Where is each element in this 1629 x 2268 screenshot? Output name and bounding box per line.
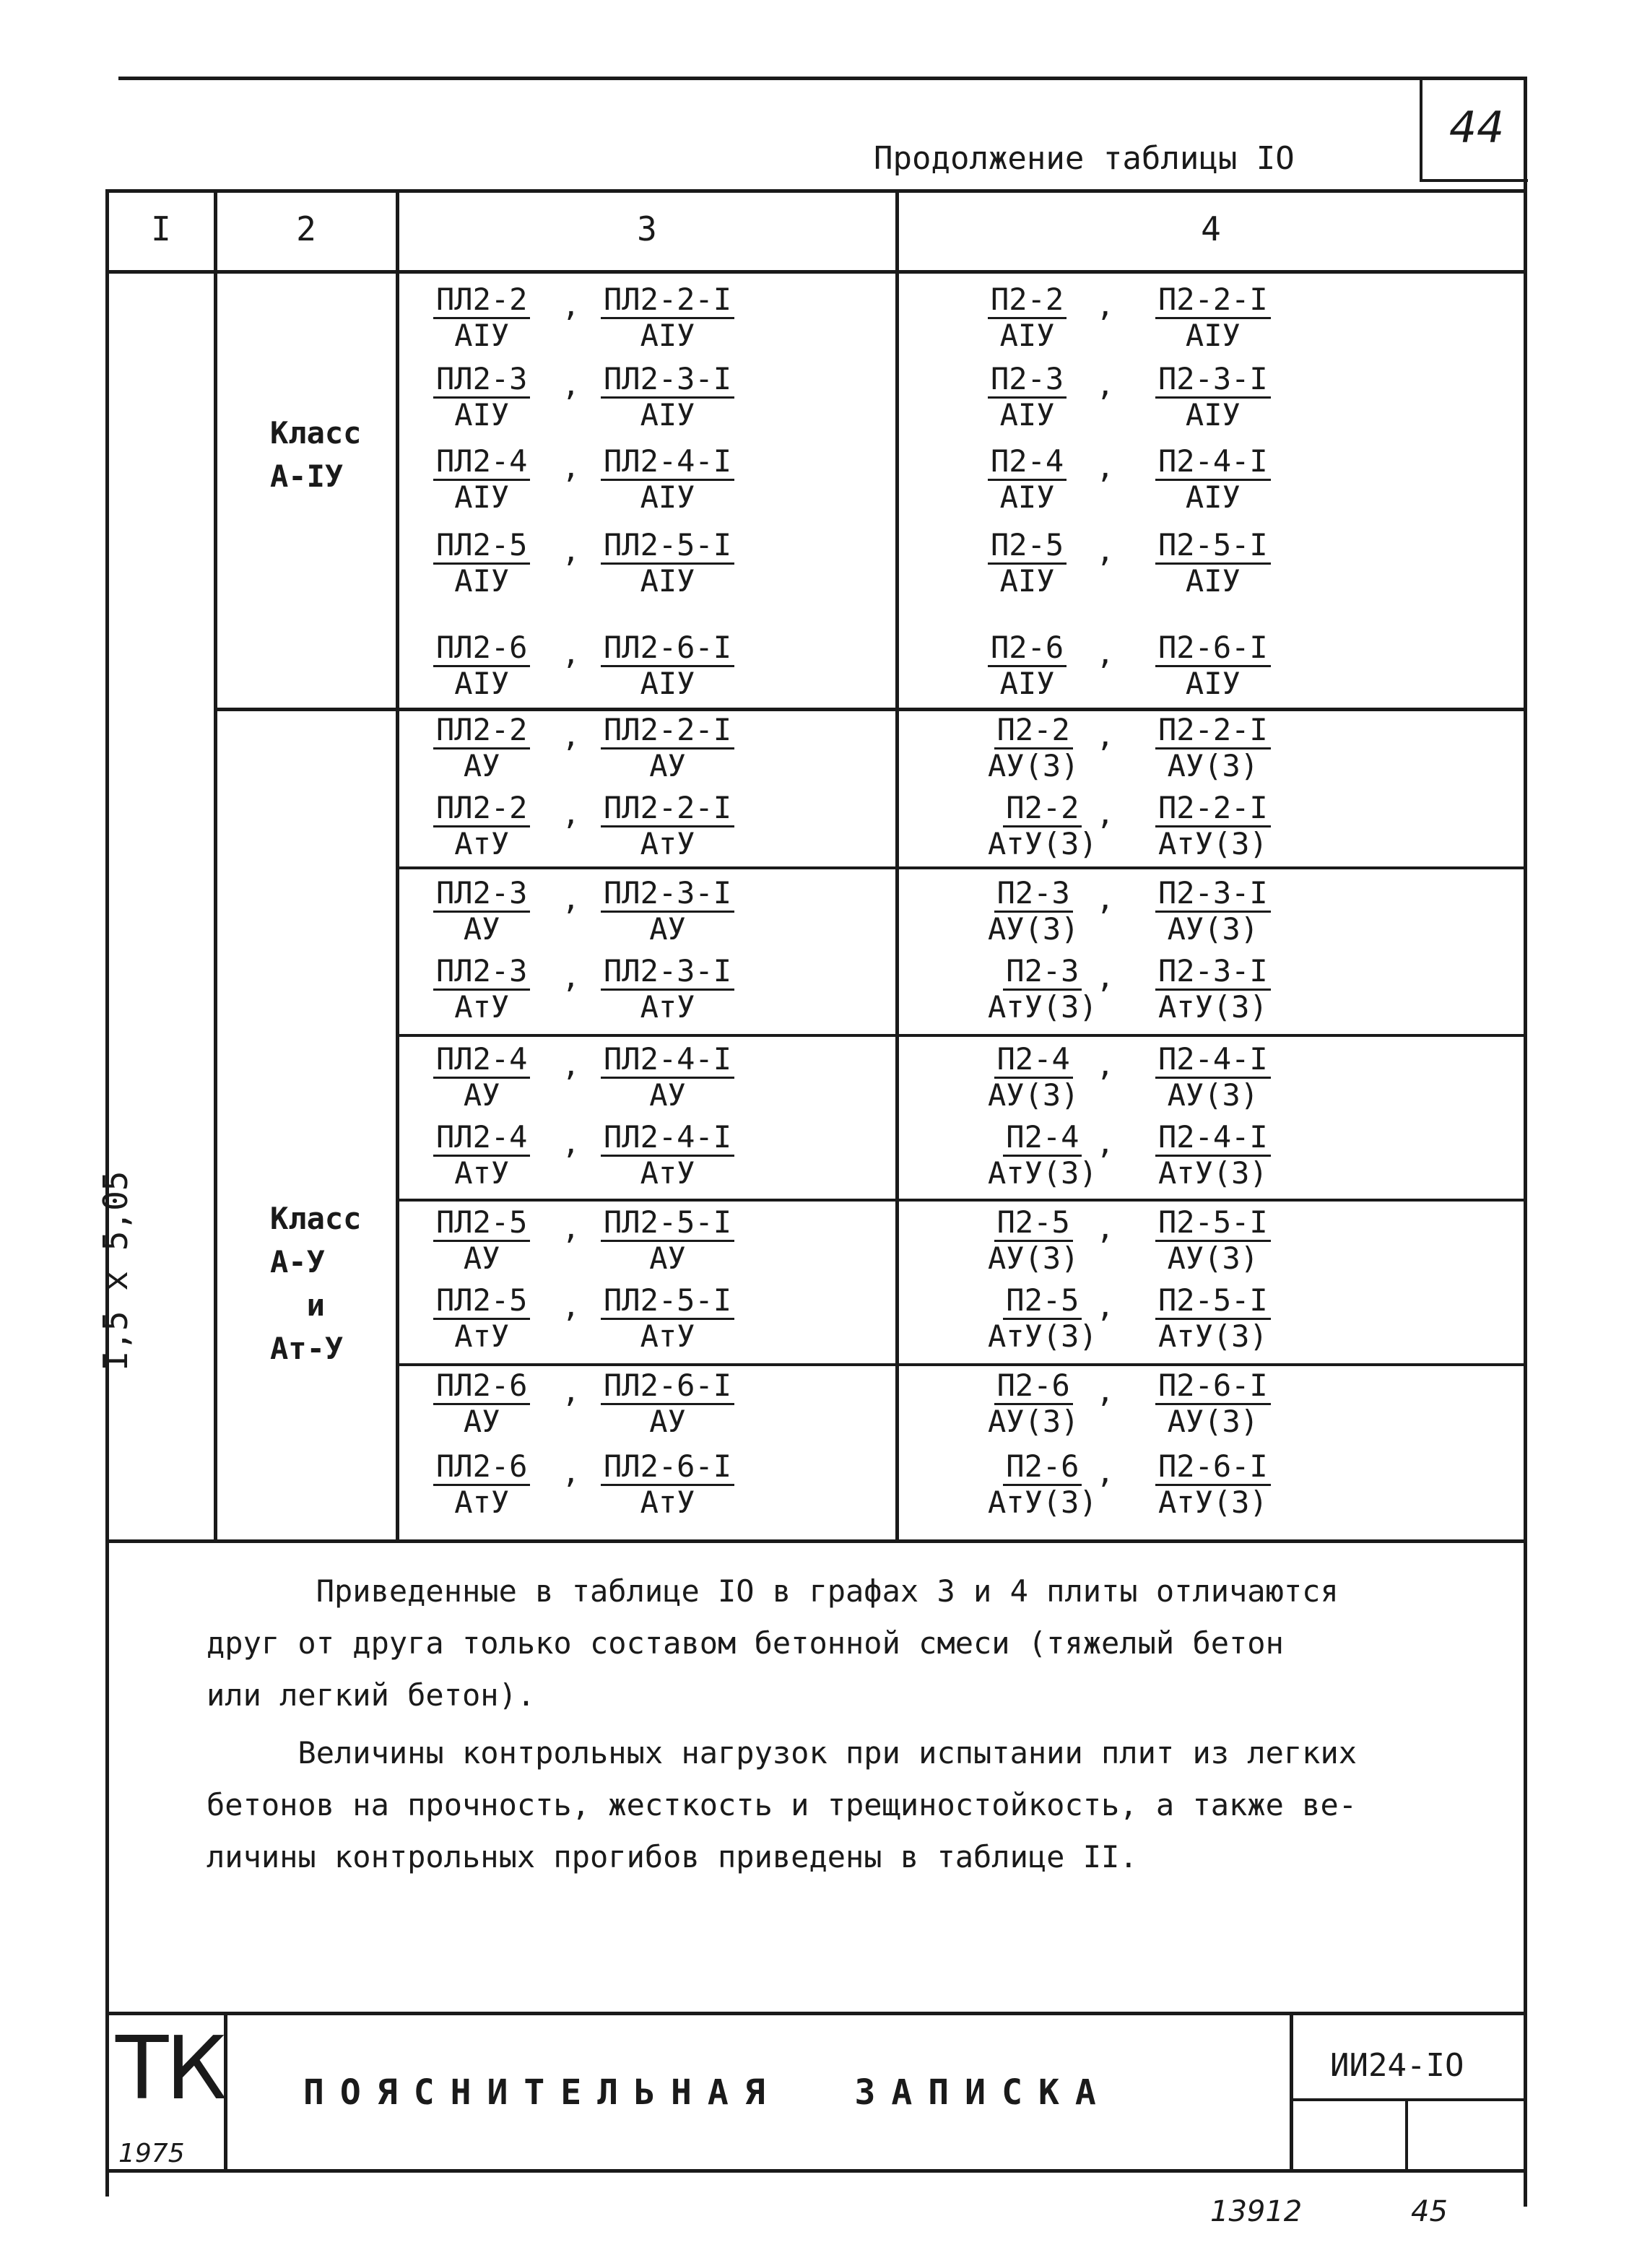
organization-mark: ТК: [116, 2019, 225, 2119]
fraction-separator: ,: [1096, 635, 1115, 671]
note-line: или легкий бетон).: [207, 1677, 536, 1713]
fraction-separator: ,: [1096, 287, 1115, 323]
fraction-marking: [601, 1370, 734, 1437]
stamp-code-separator: [1290, 2012, 1293, 2171]
fraction-marking: [601, 630, 734, 701]
fraction-numerator: ПЛ2-6: [433, 633, 530, 667]
fraction-separator: ,: [562, 1288, 581, 1324]
page-number: 44: [1448, 103, 1505, 153]
fraction-marking: [601, 875, 734, 947]
fraction-denominator: АтУ(3): [1158, 1318, 1268, 1354]
fraction-denominator: АтУ(3): [1158, 1485, 1268, 1520]
fraction-separator: ,: [562, 1210, 581, 1246]
fraction-separator: ,: [562, 881, 581, 916]
fraction-numerator: П2-5-I: [1155, 1285, 1271, 1320]
fraction-numerator: ПЛ2-6: [433, 1370, 530, 1405]
fraction-marking: [433, 284, 530, 351]
fraction-numerator: П2-3-I: [1155, 956, 1271, 991]
fraction-marking: [988, 875, 1080, 947]
fraction-marking: [433, 630, 530, 701]
fraction-numerator: П2-6: [994, 1370, 1073, 1405]
fraction-separator: ,: [1096, 533, 1115, 568]
fraction-marking: [433, 1370, 530, 1437]
fraction-marking: [601, 790, 734, 861]
fraction-denominator: АтУ(3): [988, 1155, 1098, 1191]
fraction-marking: [1155, 1370, 1271, 1437]
fraction-denominator: АУ(3): [1167, 1241, 1259, 1276]
fraction-numerator: П2-4-I: [1155, 446, 1271, 481]
fraction-denominator: АIУ: [454, 563, 510, 599]
fraction-denominator: АIУ: [640, 666, 695, 701]
fraction-marking: [601, 527, 734, 599]
fraction-separator: ,: [562, 367, 581, 402]
fraction-denominator: АтУ: [454, 1155, 510, 1191]
fraction-denominator: АIУ: [454, 318, 510, 353]
fraction-denominator: АIУ: [640, 397, 695, 433]
fraction-numerator: П2-3: [994, 878, 1073, 913]
fraction-numerator: П2-2: [988, 284, 1067, 319]
fraction-numerator: ПЛ2-6: [433, 1451, 530, 1486]
fraction-numerator: П2-4-I: [1155, 1122, 1271, 1157]
fraction-marking: [1155, 1041, 1271, 1113]
fraction-separator: ,: [1096, 1288, 1115, 1324]
fraction-separator: ,: [562, 1125, 581, 1160]
fraction-numerator: П2-5: [1003, 1285, 1082, 1320]
fraction-marking: [601, 712, 734, 783]
fraction-marking: [1155, 790, 1271, 861]
fraction-marking: [988, 1370, 1079, 1437]
fraction-marking: [433, 1119, 530, 1191]
fraction-separator: ,: [562, 533, 581, 568]
fraction-denominator: АIУ: [640, 479, 695, 515]
fraction-marking: [1155, 1282, 1271, 1354]
fraction-marking: [433, 361, 530, 433]
fraction-separator: ,: [562, 1454, 581, 1490]
fraction-denominator: АIУ: [454, 479, 510, 515]
class-label-a5: Класс А-У и Ат-У: [270, 1201, 362, 1366]
fraction-marking: [988, 527, 1067, 599]
fraction-denominator: АIУ: [999, 318, 1055, 353]
fraction-marking: [601, 284, 734, 351]
fraction-marking: [433, 712, 530, 783]
fraction-numerator: П2-5: [994, 1207, 1073, 1242]
fraction-numerator: П2-2-I: [1155, 715, 1271, 750]
fraction-numerator: ПЛ2-2: [433, 793, 530, 827]
header-bottom-border: [108, 270, 1526, 274]
fraction-numerator: П2-3-I: [1155, 878, 1271, 913]
fraction-denominator: АтУ(3): [988, 826, 1098, 861]
fraction-marking: [1155, 1119, 1271, 1191]
fraction-numerator: ПЛ2-2: [433, 715, 530, 750]
fraction-numerator: ПЛ2-3: [433, 878, 530, 913]
fraction-numerator: ПЛ2-5: [433, 1285, 530, 1320]
col-sep-1: [214, 189, 217, 1539]
fraction-numerator: П2-6: [988, 633, 1067, 667]
fraction-marking: [1155, 284, 1271, 351]
fraction-marking: [1155, 630, 1271, 701]
fraction-numerator: П2-2: [994, 715, 1073, 750]
fraction-numerator: ПЛ2-5-I: [601, 1285, 734, 1320]
fraction-separator: ,: [562, 1373, 581, 1409]
fraction-numerator: П2-4: [1003, 1122, 1082, 1157]
col-sep-3: [895, 189, 899, 1539]
fraction-denominator: АУ: [649, 1241, 686, 1276]
top-border: [118, 77, 1526, 80]
fraction-numerator: ПЛ2-2-I: [601, 715, 734, 750]
fraction-denominator: АУ: [649, 911, 686, 947]
fraction-denominator: АIУ: [640, 563, 695, 599]
fraction-marking: [433, 1204, 530, 1276]
fraction-marking: [433, 875, 530, 947]
fraction-numerator: П2-6-I: [1155, 1370, 1271, 1405]
fraction-separator: ,: [1096, 1047, 1115, 1082]
fraction-denominator: АУ(3): [1167, 1404, 1259, 1439]
fraction-numerator: ПЛ2-4: [433, 1122, 530, 1157]
fraction-separator: ,: [1096, 959, 1115, 994]
fraction-denominator: АтУ(3): [1158, 1155, 1268, 1191]
row-separator: [399, 1199, 1525, 1202]
fraction-numerator: П2-3: [1003, 956, 1082, 991]
fraction-denominator: АУ: [463, 1077, 500, 1113]
fraction-numerator: ПЛ2-4-I: [601, 446, 734, 481]
fraction-denominator: АIУ: [1185, 318, 1241, 353]
document-code: ИИ24-IO: [1330, 2047, 1464, 2084]
fraction-denominator: АтУ(3): [1158, 826, 1268, 861]
fraction-numerator: П2-4-I: [1155, 1044, 1271, 1079]
note-line: бетонов на прочность, жесткость и трещиностойкость, а также ве-: [207, 1787, 1358, 1822]
fraction-marking: [1155, 1448, 1271, 1520]
table-top-border: [108, 189, 1526, 193]
fraction-numerator: П2-3: [988, 364, 1067, 399]
fraction-marking: [988, 284, 1067, 351]
fraction-denominator: АУ(3): [1167, 748, 1259, 783]
fraction-separator: ,: [1096, 449, 1115, 485]
fraction-separator: ,: [562, 718, 581, 753]
fraction-marking: [988, 1041, 1080, 1113]
fraction-numerator: ПЛ2-3-I: [601, 956, 734, 991]
fraction-separator: ,: [1096, 1125, 1115, 1160]
table-caption: Продолжение таблицы IO: [874, 140, 1295, 177]
fraction-numerator: П2-2-I: [1155, 284, 1271, 319]
fraction-marking: [988, 1282, 1098, 1354]
fraction-marking: [601, 361, 734, 433]
fraction-marking: [601, 1282, 734, 1354]
fraction-denominator: АУ(3): [988, 911, 1080, 947]
fraction-marking: [1155, 361, 1271, 433]
fraction-marking: [1155, 443, 1271, 515]
row-separator: [399, 1363, 1525, 1366]
fraction-numerator: ПЛ2-4: [433, 446, 530, 481]
document-title: ПОЯСНИТЕЛЬНАЯ ЗАПИСКА: [303, 2072, 1112, 2113]
fraction-numerator: П2-4: [988, 446, 1067, 481]
archive-number: 13912: [1210, 2195, 1303, 2228]
fraction-marking: [433, 443, 530, 515]
fraction-separator: ,: [1096, 1373, 1115, 1409]
stamp-cell-separator: [1405, 2098, 1408, 2171]
fraction-denominator: АУ(3): [988, 1404, 1080, 1439]
fraction-denominator: АIУ: [1185, 666, 1241, 701]
fraction-marking: [433, 790, 530, 861]
fraction-denominator: АтУ: [454, 1485, 510, 1520]
fraction-denominator: АтУ(3): [988, 989, 1098, 1025]
fraction-marking: [988, 1448, 1098, 1520]
fraction-numerator: ПЛ2-3: [433, 956, 530, 991]
fraction-numerator: ПЛ2-3-I: [601, 364, 734, 399]
fraction-numerator: ПЛ2-5-I: [601, 530, 734, 565]
stamp-top-border: [108, 2012, 1526, 2015]
fraction-numerator: ПЛ2-5-I: [601, 1207, 734, 1242]
fraction-marking: [988, 630, 1067, 701]
fraction-denominator: АIУ: [999, 479, 1055, 515]
fraction-marking: [601, 953, 734, 1025]
fraction-denominator: АУ(3): [1167, 1077, 1259, 1113]
fraction-numerator: П2-6-I: [1155, 1451, 1271, 1486]
stamp-year: 1975: [118, 2139, 185, 2168]
fraction-separator: ,: [562, 449, 581, 485]
fraction-denominator: АтУ: [640, 1155, 695, 1191]
fraction-marking: [601, 443, 734, 515]
fraction-denominator: АIУ: [999, 563, 1055, 599]
column-header-3: 3: [637, 209, 657, 248]
note-line: Величины контрольных нагрузок при испытании плит из легких: [207, 1735, 1358, 1770]
fraction-marking: [988, 443, 1067, 515]
fraction-marking: [988, 1119, 1098, 1191]
fraction-marking: [433, 1041, 530, 1113]
note-line: Приведенные в таблице IO в графах 3 и 4 плиты отличаются: [207, 1573, 1339, 1609]
fraction-denominator: АУ(3): [988, 748, 1080, 783]
fraction-denominator: АIУ: [1185, 479, 1241, 515]
stamp-bottom-border: [108, 2169, 1526, 2173]
column-header-4: 4: [1201, 209, 1221, 248]
fraction-denominator: АУ(3): [1167, 911, 1259, 947]
fraction-numerator: П2-2: [1003, 793, 1082, 827]
fraction-marking: [1155, 875, 1271, 947]
fraction-separator: ,: [562, 1047, 581, 1082]
fraction-marking: [433, 1282, 530, 1354]
fraction-denominator: АтУ: [640, 826, 695, 861]
fraction-numerator: ПЛ2-2-I: [601, 284, 734, 319]
fraction-denominator: АУ: [649, 1077, 686, 1113]
frame-right-border: [1524, 77, 1527, 2207]
fraction-denominator: АтУ: [454, 1318, 510, 1354]
fraction-numerator: ПЛ2-4: [433, 1044, 530, 1079]
fraction-denominator: АУ: [463, 748, 500, 783]
col-sep-2: [396, 189, 399, 1539]
fraction-denominator: АIУ: [1185, 563, 1241, 599]
fraction-separator: ,: [1096, 881, 1115, 916]
fraction-numerator: П2-4: [994, 1044, 1073, 1079]
fraction-separator: ,: [562, 287, 581, 323]
fraction-denominator: АIУ: [999, 666, 1055, 701]
fraction-marking: [433, 1448, 530, 1520]
fraction-numerator: П2-5-I: [1155, 1207, 1271, 1242]
fraction-denominator: АIУ: [454, 397, 510, 433]
row-separator: [399, 1034, 1525, 1037]
table-bottom-border: [108, 1539, 1526, 1543]
sheet-number: 45: [1411, 2195, 1448, 2228]
fraction-separator: ,: [1096, 1454, 1115, 1490]
fraction-denominator: АIУ: [999, 397, 1055, 433]
fraction-numerator: ПЛ2-6-I: [601, 1370, 734, 1405]
fraction-denominator: АУ(3): [988, 1077, 1080, 1113]
fraction-numerator: ПЛ2-2: [433, 284, 530, 319]
fraction-marking: [433, 527, 530, 599]
fraction-marking: [601, 1041, 734, 1113]
fraction-numerator: П2-3-I: [1155, 364, 1271, 399]
note-line: друг от друга только составом бетонной смеси (тяжелый бетон: [207, 1625, 1284, 1661]
column-header-1: I: [151, 209, 171, 248]
fraction-denominator: АтУ: [454, 826, 510, 861]
fraction-marking: [1155, 527, 1271, 599]
fraction-marking: [601, 1119, 734, 1191]
fraction-denominator: АтУ(3): [1158, 989, 1268, 1025]
fraction-denominator: АтУ(3): [988, 1485, 1098, 1520]
fraction-marking: [1155, 953, 1271, 1025]
fraction-numerator: ПЛ2-3: [433, 364, 530, 399]
fraction-denominator: АУ: [463, 1241, 500, 1276]
fraction-marking: [988, 790, 1098, 861]
fraction-denominator: АУ: [649, 1404, 686, 1439]
fraction-numerator: П2-2-I: [1155, 793, 1271, 827]
row-separator: [399, 866, 1525, 869]
class-group-separator: [217, 708, 1525, 711]
fraction-numerator: П2-5: [988, 530, 1067, 565]
fraction-denominator: АУ: [649, 748, 686, 783]
fraction-numerator: ПЛ2-5: [433, 1207, 530, 1242]
class-label-a4: Класс А-IУ: [270, 415, 362, 494]
fraction-denominator: АтУ: [454, 989, 510, 1025]
fraction-numerator: П2-6-I: [1155, 633, 1271, 667]
fraction-marking: [1155, 1204, 1271, 1276]
fraction-separator: ,: [1096, 367, 1115, 402]
fraction-marking: [601, 1204, 734, 1276]
fraction-marking: [988, 1204, 1080, 1276]
fraction-marking: [988, 712, 1080, 783]
fraction-numerator: ПЛ2-2-I: [601, 793, 734, 827]
fraction-separator: ,: [562, 959, 581, 994]
fraction-denominator: АIУ: [1185, 397, 1241, 433]
note-line: личины контрольных прогибов приведены в таблице II.: [207, 1839, 1138, 1874]
fraction-denominator: АтУ(3): [988, 1318, 1098, 1354]
fraction-marking: [1155, 712, 1271, 783]
fraction-separator: ,: [562, 635, 581, 671]
fraction-denominator: АтУ: [640, 989, 695, 1025]
fraction-separator: ,: [562, 796, 581, 831]
fraction-numerator: ПЛ2-6-I: [601, 633, 734, 667]
column-header-2: 2: [296, 209, 316, 248]
fraction-marking: [988, 361, 1067, 433]
fraction-numerator: ПЛ2-6-I: [601, 1451, 734, 1486]
fraction-denominator: АIУ: [454, 666, 510, 701]
fraction-separator: ,: [1096, 1210, 1115, 1246]
fraction-numerator: ПЛ2-3-I: [601, 878, 734, 913]
fraction-denominator: АУ: [463, 1404, 500, 1439]
fraction-separator: ,: [1096, 718, 1115, 753]
fraction-numerator: П2-6: [1003, 1451, 1082, 1486]
fraction-denominator: АУ(3): [988, 1241, 1080, 1276]
fraction-denominator: АIУ: [640, 318, 695, 353]
fraction-separator: ,: [1096, 796, 1115, 831]
fraction-numerator: ПЛ2-4-I: [601, 1044, 734, 1079]
fraction-marking: [988, 953, 1098, 1025]
fraction-marking: [601, 1448, 734, 1520]
span-dimension-label: I,5 x 5,05: [96, 1170, 135, 1371]
fraction-denominator: АУ: [463, 911, 500, 947]
fraction-numerator: П2-5-I: [1155, 530, 1271, 565]
fraction-numerator: ПЛ2-4-I: [601, 1122, 734, 1157]
fraction-denominator: АтУ: [640, 1318, 695, 1354]
fraction-numerator: ПЛ2-5: [433, 530, 530, 565]
fraction-marking: [433, 953, 530, 1025]
fraction-denominator: АтУ: [640, 1485, 695, 1520]
